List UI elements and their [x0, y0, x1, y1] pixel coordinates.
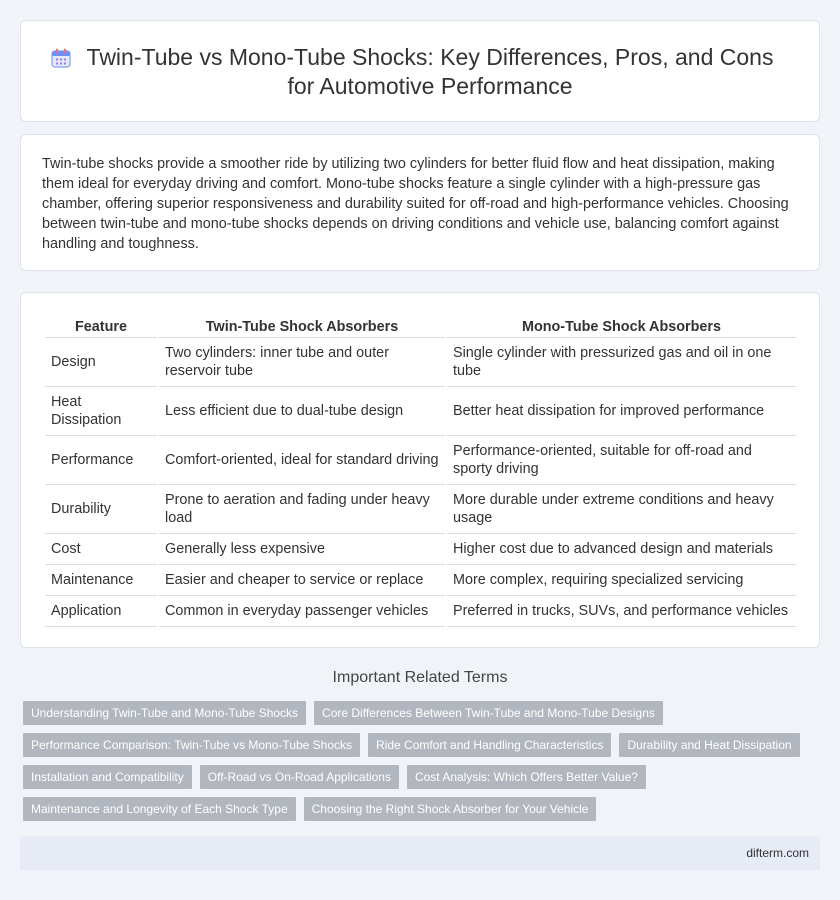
feature-cell: Heat Dissipation [45, 387, 157, 436]
comparison-table [43, 316, 798, 627]
twin-tube-cell: Common in everyday passenger vehicles [159, 596, 445, 627]
footer-bar [20, 836, 820, 870]
feature-cell: Design [45, 338, 157, 387]
related-term-link[interactable]: Durability and Heat Dissipation [619, 733, 799, 757]
footer-site-link[interactable]: difterm.com [746, 846, 809, 860]
related-term-link[interactable]: Core Differences Between Twin-Tube and Mono-Tube Designs [314, 701, 663, 725]
table-row [45, 534, 796, 565]
related-term-link[interactable]: Maintenance and Longevity of Each Shock Type [23, 797, 296, 821]
mono-tube-cell: More complex, requiring specialized servicing [447, 565, 796, 596]
feature-cell: Durability [45, 485, 157, 534]
feature-cell: Cost [45, 534, 157, 565]
related-term-link[interactable]: Ride Comfort and Handling Characteristics [368, 733, 611, 757]
table-row [45, 338, 796, 387]
twin-tube-cell: Generally less expensive [159, 534, 445, 565]
related-term-link[interactable]: Installation and Compatibility [23, 765, 192, 789]
table-row [45, 596, 796, 627]
title-card [20, 20, 820, 122]
page-title: Twin-Tube vs Mono-Tube Shocks: Key Differences, Pros, and Cons for Automotive Performance [86, 44, 774, 99]
mono-tube-cell: Performance-oriented, suitable for off-road and sporty driving [447, 436, 796, 485]
header-mono-tube: Mono-Tube Shock Absorbers [447, 316, 796, 338]
mono-tube-cell: Preferred in trucks, SUVs, and performance vehicles [447, 596, 796, 627]
twin-tube-cell: Comfort-oriented, ideal for standard driving [159, 436, 445, 485]
intro-card [20, 134, 820, 271]
table-row [45, 387, 796, 436]
mono-tube-cell: Better heat dissipation for improved performance [447, 387, 796, 436]
related-term-link[interactable]: Off-Road vs On-Road Applications [200, 765, 399, 789]
comparison-card [20, 292, 820, 648]
header-twin-tube: Twin-Tube Shock Absorbers [159, 316, 445, 338]
twin-tube-cell: Less efficient due to dual-tube design [159, 387, 445, 436]
table-row [45, 485, 796, 534]
twin-tube-cell: Two cylinders: inner tube and outer reservoir tube [159, 338, 445, 387]
intro-paragraph: Twin-tube shocks provide a smoother ride by utilizing two cylinders for better fluid flow and heat dissipation, making them ideal for everyday driving and comfort. Mono-tube shocks feature a single cylinder with a high-pressure gas chamber, offering superior responsiveness and durability suited for off-road and high-performance vehicles. Choosing between twin-tube and mono-tube shocks depends on driving conditions and vehicle use, balancing comfort against handling and toughness. [42, 156, 789, 252]
mono-tube-cell: More durable under extreme conditions and heavy usage [447, 485, 796, 534]
related-term-link[interactable]: Choosing the Right Shock Absorber for Your Vehicle [304, 797, 597, 821]
table-header-row [45, 316, 796, 338]
related-term-link[interactable]: Performance Comparison: Twin-Tube vs Mono-Tube Shocks [23, 733, 360, 757]
mono-tube-cell: Higher cost due to advanced design and materials [447, 534, 796, 565]
twin-tube-cell: Prone to aeration and fading under heavy load [159, 485, 445, 534]
related-terms-heading: Important Related Terms [332, 669, 508, 686]
mono-tube-cell: Single cylinder with pressurized gas and oil in one tube [447, 338, 796, 387]
header-feature: Feature [45, 316, 157, 338]
related-term-link[interactable]: Cost Analysis: Which Offers Better Value? [407, 765, 646, 789]
feature-cell: Application [45, 596, 157, 627]
feature-cell: Performance [45, 436, 157, 485]
twin-tube-cell: Easier and cheaper to service or replace [159, 565, 445, 596]
table-row [45, 436, 796, 485]
table-row [45, 565, 796, 596]
related-term-link[interactable]: Understanding Twin-Tube and Mono-Tube Shocks [23, 701, 306, 725]
related-terms-list [23, 701, 813, 829]
feature-cell: Maintenance [45, 565, 157, 596]
